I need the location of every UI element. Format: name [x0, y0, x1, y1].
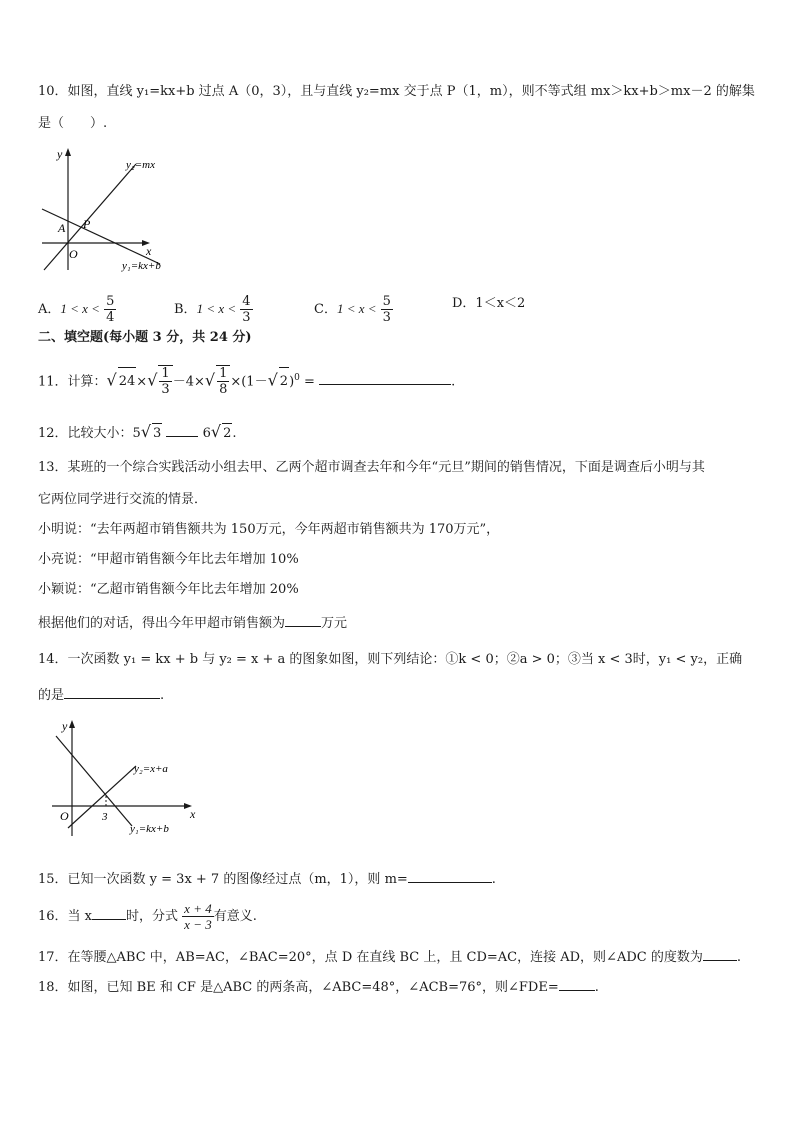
q17-answer-blank[interactable]	[703, 946, 737, 961]
q14-line2: 的是 .	[38, 684, 164, 706]
option-a[interactable]: A．1 < x < $\frac{5}{4}$	[38, 294, 115, 325]
q10-figure	[38, 146, 188, 274]
option-a-fraction: $\frac{5}{4}$	[106, 294, 115, 325]
q10-x-label: x	[146, 244, 152, 258]
option-c[interactable]: C．1 < x < $\frac{5}{3}$	[314, 294, 391, 325]
q10-point-a-label: A	[58, 221, 66, 235]
q18-answer-blank[interactable]	[559, 976, 595, 991]
q18: 18．如图，已知 BE 和 CF 是△ABC 的两条高，∠ABC=48°，∠ACB=76°，则∠FDE= .	[38, 976, 599, 998]
q16-answer-blank[interactable]	[92, 905, 126, 920]
q10-text: 如图，直线 y₁=kx+b 过点 A（0，3），且与直线 y₂=mx 交于点 P（1，m），则不等式组 mx＞kx+b＞mx－2 的解集	[67, 84, 755, 99]
q10-y1-label: y₁=kx+b	[122, 260, 161, 272]
q17: 17．在等腰△ABC 中，AB=AC，∠BAC=20°，点 D 在直线 BC 上，且 CD=AC，连接 AD，则∠ADC 的度数为 .	[38, 946, 741, 968]
q14-y-label: y	[62, 719, 68, 733]
q14-tick-label: 3	[102, 811, 108, 823]
q10-line1	[38, 82, 755, 102]
option-c-fraction: $\frac{5}{3}$	[382, 294, 391, 325]
q14-x-label: x	[190, 807, 196, 821]
q13-line2: 它两位同学进行交流的情景．	[38, 492, 208, 507]
q13-line6: 根据他们的对话，得出今年甲超市销售额为 万元	[38, 612, 347, 634]
q14-y1-label: y₁=kx+b	[130, 823, 169, 835]
q14-y2-label: y₂=x+a	[134, 763, 168, 775]
q10-number: 10．	[38, 84, 68, 99]
option-b-fraction: $\frac{4}{3}$	[242, 294, 251, 325]
q10-options	[38, 286, 578, 326]
q11: 11．计算：√ 24×√ $\frac{1}{3}$ －4×√ $\frac{1}{8}$ ×(1－√ 2)$^0$ = .	[38, 366, 456, 398]
q15-answer-blank[interactable]	[408, 868, 492, 883]
q13-line1: 13．某班的一个综合实践活动小组去甲、乙两个超市调查去年和今年“元旦”期间的销售情况，下面是调查后小明与其	[38, 460, 705, 475]
q10-line-y1	[42, 209, 160, 264]
q14-origin-label: O	[60, 809, 69, 823]
q10-origin-label: O	[69, 247, 78, 261]
q16: 16．当 x 时，分式 $\frac{x + 4}{x - 3}$ 有意义.	[38, 901, 257, 932]
q11-fraction-1: $\frac{1}{3}$	[161, 366, 170, 398]
q10-point-p-label: P	[83, 217, 91, 231]
q16-fraction: $\frac{x + 4}{x - 3}$	[184, 901, 212, 932]
q11-fraction-2: $\frac{1}{8}$	[219, 366, 228, 398]
q13-line4: 小亮说：“甲超市销售额今年比去年增加 10%	[38, 552, 299, 567]
option-b[interactable]: B．1 < x < $\frac{4}{3}$	[174, 294, 251, 325]
option-d[interactable]: D．1＜x＜2	[452, 296, 526, 311]
q14-line1: 14．一次函数 y₁ = kx + b 与 y₂ = x + a 的图象如图，则下列结论：①k < 0；②a > 0；③当 x < 3时，y₁ < y₂，正确	[38, 652, 743, 667]
q13-line3: 小明说：“去年两超市销售额共为 150万元，今年两超市销售额共为 170万元”，	[38, 522, 500, 537]
q13-line5: 小颖说：“乙超市销售额今年比去年增加 20%	[38, 582, 299, 597]
q14-figure	[50, 716, 210, 840]
q14-answer-blank[interactable]	[64, 684, 160, 699]
q12: 12．比较大小：5√ 3 6√ 2.	[38, 422, 237, 444]
q13-answer-blank[interactable]	[285, 612, 321, 627]
q12-answer-blank[interactable]	[166, 422, 198, 437]
q15: 15．已知一次函数 y = 3x + 7 的图像经过点（m，1），则 m= .	[38, 868, 496, 890]
q10-line2: 是（ ）.	[38, 116, 108, 131]
section-title: 二、填空题(每小题 3 分，共 24 分)	[38, 330, 252, 345]
q10-y2-label: y₂=mx	[126, 159, 155, 171]
q11-answer-blank[interactable]	[319, 370, 451, 385]
q10-y-label: y	[57, 147, 63, 161]
